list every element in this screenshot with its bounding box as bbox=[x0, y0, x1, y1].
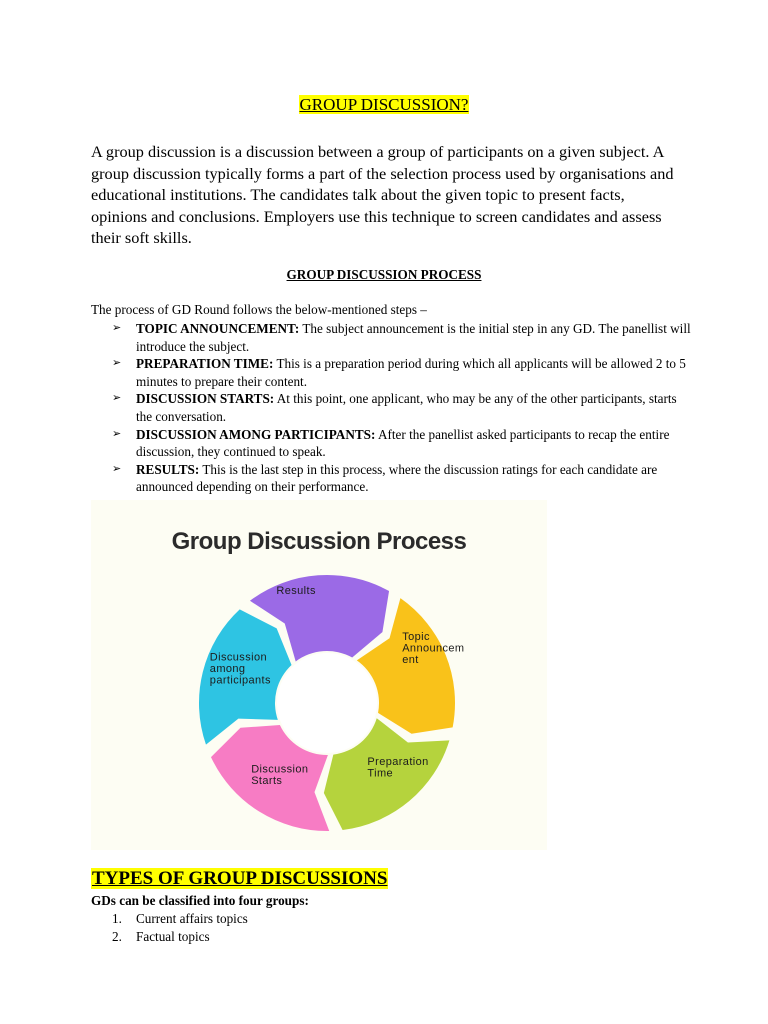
step-label: DISCUSSION STARTS: bbox=[136, 391, 275, 407]
cycle-segment-label: Topic Announcem ent bbox=[402, 630, 465, 666]
types-heading: TYPES OF GROUP DISCUSSIONS bbox=[92, 868, 388, 889]
cycle-segment-label: Discussion among participants bbox=[209, 651, 271, 687]
types-heading-wrap bbox=[91, 868, 388, 890]
list-item bbox=[112, 320, 692, 355]
step-label: DISCUSSION AMONG PARTICIPANTS: bbox=[136, 426, 376, 442]
step-label: TOPIC ANNOUNCEMENT: bbox=[136, 321, 300, 336]
arrow-bullet-icon: ➢ bbox=[112, 427, 122, 440]
figure-title: Group Discussion Process bbox=[171, 528, 467, 555]
list-item bbox=[112, 910, 248, 928]
step-text: At this point, one applicant, who may be any of the other participants, starts the conversation. bbox=[136, 391, 677, 424]
cycle-center-hole bbox=[277, 653, 377, 753]
list-item bbox=[112, 461, 692, 496]
steps-list bbox=[112, 320, 692, 496]
arrow-bullet-icon: ➢ bbox=[112, 462, 122, 475]
arrow-bullet-icon: ➢ bbox=[112, 392, 122, 405]
list-item bbox=[112, 355, 692, 390]
types-subheading: GDs can be classified into four groups: bbox=[91, 893, 309, 908]
list-item bbox=[112, 390, 692, 425]
page-title: GROUP DISCUSSION? bbox=[299, 95, 469, 114]
list-item bbox=[112, 928, 248, 946]
title-wrap bbox=[0, 95, 768, 115]
cycle-segment-label: Preparation Time bbox=[367, 756, 429, 780]
process-heading: GROUP DISCUSSION PROCESS bbox=[286, 267, 482, 282]
type-text: Factual topics bbox=[136, 929, 210, 944]
process-cycle-diagram bbox=[91, 500, 547, 850]
cycle-segment-label: Results bbox=[276, 585, 316, 598]
process-intro: The process of GD Round follows the below-mentioned steps – bbox=[91, 302, 427, 317]
process-cycle-figure bbox=[91, 500, 547, 850]
cycle-segment-label: Discussion Starts bbox=[251, 763, 309, 788]
step-text: The subject announcement is the initial step in any GD. The panellist will introduce the subject. bbox=[136, 321, 691, 354]
intro-paragraph: A group discussion is a discussion between a group of participants on a given subject. A group discussion typically forms a part of the selection process used by organisations and educational institutions. The candidates talk about the given topic to present facts, opinions and conclusions. Employers use this technique to screen candidates and assess their soft skills. bbox=[91, 142, 674, 247]
step-label: RESULTS: bbox=[136, 461, 200, 477]
types-list bbox=[112, 910, 248, 946]
process-heading-wrap bbox=[0, 266, 768, 284]
step-label: PREPARATION TIME: bbox=[136, 356, 274, 372]
arrow-bullet-icon: ➢ bbox=[112, 322, 122, 334]
type-text: Current affairs topics bbox=[136, 911, 248, 926]
arrow-bullet-icon: ➢ bbox=[112, 357, 122, 370]
step-text: This is the last step in this process, where the discussion ratings for each candidate are announced depending on their performance. bbox=[136, 461, 658, 495]
step-text: After the panellist asked participants to recap the entire discussion, they continued to speak. bbox=[136, 426, 670, 460]
list-number: 1. bbox=[112, 911, 122, 926]
step-text: This is a preparation period during which all applicants will be allowed 2 to 5 minutes to prepare their content. bbox=[136, 356, 686, 389]
list-number: 2. bbox=[112, 929, 122, 944]
list-item bbox=[112, 426, 692, 461]
